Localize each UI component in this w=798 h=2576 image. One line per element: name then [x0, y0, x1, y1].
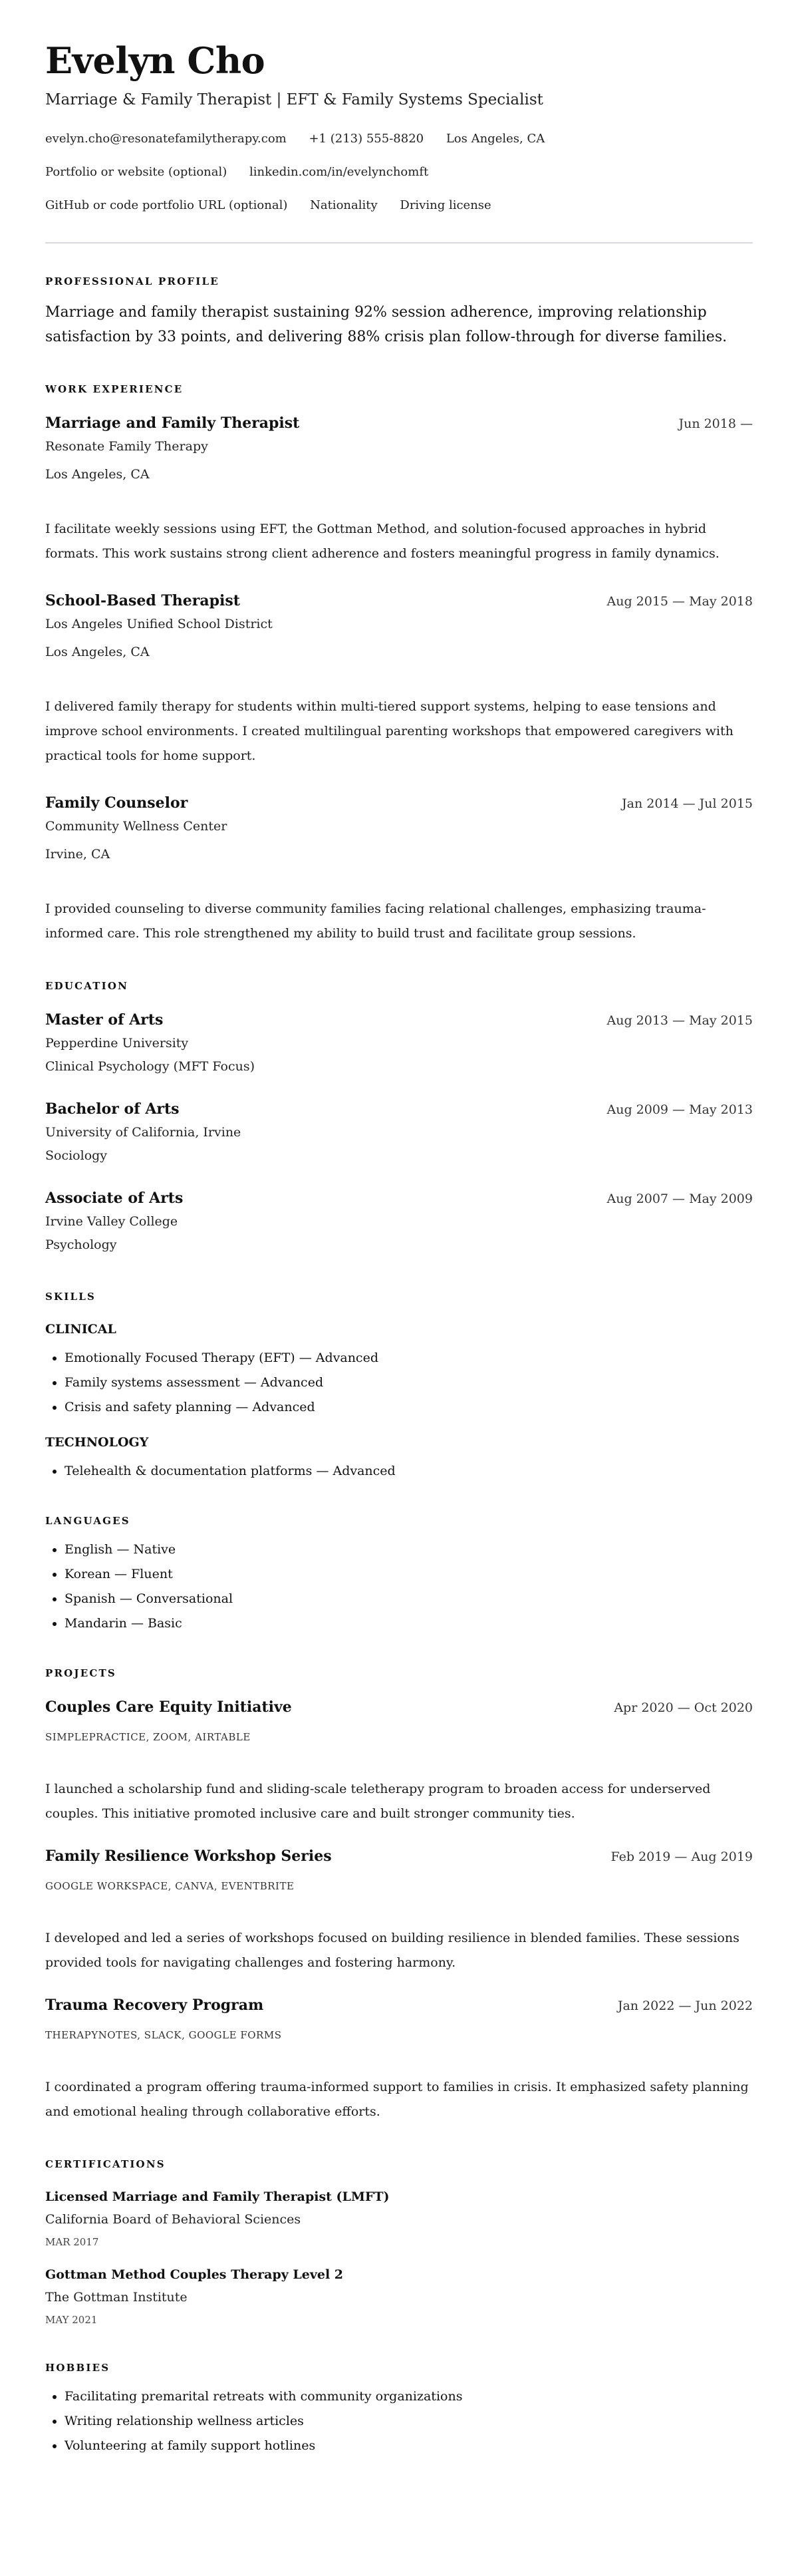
project-dates: Jan 2022 — Jun 2022 — [617, 1999, 753, 2013]
project-description: I launched a scholarship fund and sliding-scale teletherapy program to broaden access for underserved couples. This initiative promoted inclusive care and built stronger community ties. — [45, 1782, 711, 1821]
degree: Bachelor of Arts — [45, 1100, 180, 1118]
company: Resonate Family Therapy — [45, 439, 208, 454]
hobbies-section — [45, 2361, 753, 2458]
language-item: • Mandarin — Basic — [65, 1611, 753, 1636]
certifications-section — [45, 2158, 753, 2330]
degree: Master of Arts — [45, 1011, 164, 1029]
project-title: Couples Care Equity Initiative — [45, 1698, 292, 1716]
job-entry — [45, 792, 753, 946]
section-heading: SKILLS — [45, 1291, 96, 1303]
certification-title: Licensed Marriage and Family Therapist (LMFT) — [45, 2189, 390, 2204]
skills-section — [45, 1290, 753, 1484]
school: Pepperdine University — [45, 1036, 189, 1050]
education-dates: Aug 2009 — May 2013 — [606, 1102, 753, 1117]
certification-issuer: California Board of Behavioral Sciences — [45, 2212, 301, 2227]
job-entry — [45, 589, 753, 768]
certification-entry — [45, 2264, 753, 2330]
section-heading: PROFESSIONAL PROFILE — [45, 275, 219, 287]
hobby-item: • Facilitating premarital retreats with community organizations — [65, 2384, 753, 2409]
project-dates: Feb 2019 — Aug 2019 — [610, 1850, 753, 1864]
contact-row — [45, 156, 753, 189]
project-tech: THERAPYNOTES, SLACK, GOOGLE FORMS — [45, 2029, 282, 2041]
certification-issuer: The Gottman Institute — [45, 2290, 188, 2305]
job-title: School-Based Therapist — [45, 592, 240, 609]
project-description: I coordinated a program offering trauma-informed support to families in crisis. It emphasized safety planning and emotional healing through collaborative efforts. — [45, 2080, 749, 2119]
education-dates: Aug 2013 — May 2015 — [606, 1013, 753, 1028]
nationality: Nationality — [310, 198, 378, 212]
education-entry — [45, 1187, 753, 1257]
skill-list — [45, 1346, 753, 1420]
portfolio-link[interactable]: Portfolio or website (optional) — [45, 165, 227, 179]
hobby-list — [45, 2384, 753, 2458]
education-entry — [45, 1098, 753, 1168]
project-tech: GOOGLE WORKSPACE, CANVA, EVENTBRITE — [45, 1880, 295, 1892]
projects-section — [45, 1667, 753, 2124]
driving-license: Driving license — [400, 198, 491, 212]
job-title: Family Counselor — [45, 794, 188, 812]
project-entry — [45, 1845, 753, 1975]
language-item: • Spanish — Conversational — [65, 1587, 753, 1611]
contact-row — [45, 189, 753, 222]
section-heading: PROJECTS — [45, 1667, 116, 1679]
job-dates: Jan 2014 — Jul 2015 — [622, 796, 753, 811]
job-location: Los Angeles, CA — [45, 467, 150, 482]
language-list — [45, 1537, 753, 1636]
skill-item: • Telehealth & documentation platforms — Advanced — [65, 1459, 753, 1484]
job-description: I provided counseling to diverse community families facing relational challenges, emphasizing trauma-informed care. This role strengthened my ability to build trust and facilitate group sessions. — [45, 901, 706, 941]
profile-summary: Marriage and family therapist sustaining 92% session adherence, improving relationship satisfaction by 33 points, and delivering 88% crisis plan follow-through for diverse families. — [45, 304, 728, 345]
job-dates: Jun 2018 — — [678, 416, 753, 431]
skill-group-heading: TECHNOLOGY — [45, 1435, 149, 1450]
job-location: Los Angeles, CA — [45, 645, 150, 659]
field-of-study: Psychology — [45, 1237, 117, 1252]
phone[interactable]: +1 (213) 555-8820 — [309, 132, 424, 146]
skill-item: • Emotionally Focused Therapy (EFT) — Advanced — [65, 1346, 753, 1370]
project-description: I developed and led a series of workshops focused on building resilience in blended families. These sessions provided tools for navigating challenges and fostering harmony. — [45, 1931, 739, 1970]
job-location: Irvine, CA — [45, 847, 110, 862]
candidate-name: Evelyn Cho — [45, 39, 265, 82]
hobby-item: • Writing relationship wellness articles — [65, 2409, 753, 2434]
project-tech: SIMPLEPRACTICE, ZOOM, AIRTABLE — [45, 1731, 251, 1743]
email[interactable]: evelyn.cho@resonatefamilytherapy.com — [45, 132, 287, 146]
job-entry — [45, 412, 753, 566]
header-divider — [45, 242, 753, 243]
company: Community Wellness Center — [45, 819, 227, 834]
skill-item: • Family systems assessment — Advanced — [65, 1370, 753, 1395]
languages-section — [45, 1514, 753, 1636]
skill-item: • Crisis and safety planning — Advanced — [65, 1395, 753, 1420]
section-heading: LANGUAGES — [45, 1515, 130, 1527]
experience-section — [45, 383, 753, 946]
job-title: Marriage and Family Therapist — [45, 414, 300, 432]
company: Los Angeles Unified School District — [45, 617, 273, 631]
project-dates: Apr 2020 — Oct 2020 — [614, 1700, 753, 1715]
section-heading: WORK EXPERIENCE — [45, 383, 184, 395]
education-entry — [45, 1009, 753, 1078]
location: Los Angeles, CA — [446, 132, 545, 146]
project-title: Family Resilience Workshop Series — [45, 1848, 332, 1865]
field-of-study: Clinical Psychology (MFT Focus) — [45, 1059, 255, 1074]
project-title: Trauma Recovery Program — [45, 1997, 264, 2014]
language-item: • Korean — Fluent — [65, 1562, 753, 1587]
education-section — [45, 979, 753, 1257]
section-heading: EDUCATION — [45, 980, 129, 992]
skill-list — [45, 1459, 753, 1484]
certification-date: MAR 2017 — [45, 2236, 99, 2248]
section-heading: CERTIFICATIONS — [45, 2158, 166, 2170]
certification-title: Gottman Method Couples Therapy Level 2 — [45, 2267, 344, 2282]
linkedin-link[interactable]: linkedin.com/in/evelynchomft — [249, 165, 429, 179]
job-dates: Aug 2015 — May 2018 — [606, 594, 753, 609]
profile-section — [45, 275, 753, 349]
hobby-item: • Volunteering at family support hotlines — [65, 2434, 753, 2458]
certification-entry — [45, 2186, 753, 2252]
degree: Associate of Arts — [45, 1190, 184, 1207]
github-link[interactable]: GitHub or code portfolio URL (optional) — [45, 198, 288, 212]
project-entry — [45, 1696, 753, 1826]
school: Irvine Valley College — [45, 1214, 178, 1229]
skill-group-heading: CLINICAL — [45, 1322, 116, 1337]
contact-row — [45, 122, 753, 156]
headline: Marriage & Family Therapist | EFT & Family Systems Specialist — [45, 91, 543, 108]
education-dates: Aug 2007 — May 2009 — [606, 1192, 753, 1206]
certification-date: MAY 2021 — [45, 2314, 98, 2326]
job-description: I delivered family therapy for students within multi-tiered support systems, helping to ease tensions and improve school environments. I created multilingual parenting workshops that empowered caregivers with practical tools for home support. — [45, 699, 733, 763]
project-entry — [45, 1994, 753, 2124]
section-heading: HOBBIES — [45, 2362, 110, 2374]
language-item: • English — Native — [65, 1537, 753, 1562]
field-of-study: Sociology — [45, 1148, 108, 1163]
job-description: I facilitate weekly sessions using EFT, the Gottman Method, and solution-focused approaches in hybrid formats. This work sustains strong client adherence and fosters meaningful progress in family dynamics. — [45, 522, 720, 561]
school: University of California, Irvine — [45, 1125, 241, 1140]
